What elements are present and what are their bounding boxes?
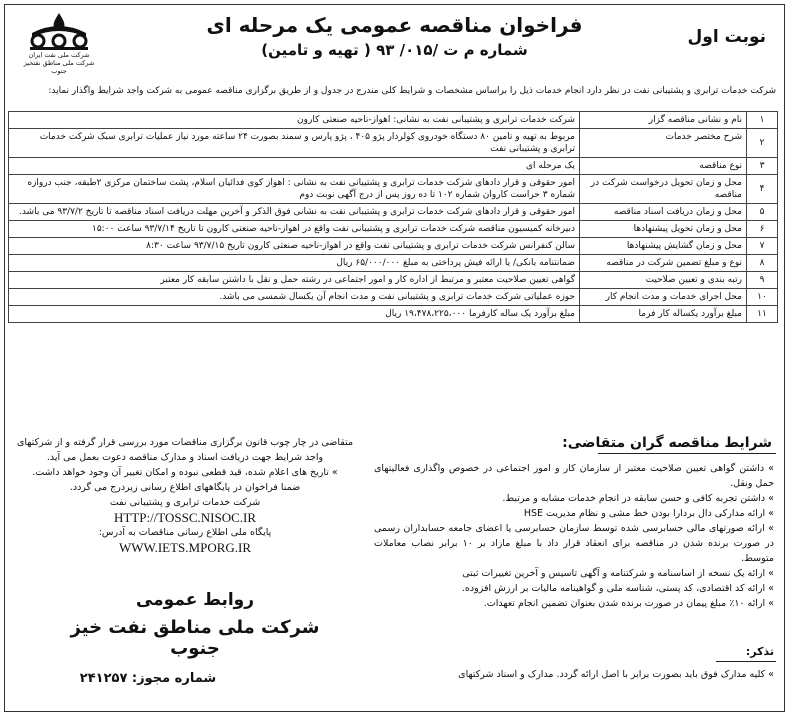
table-row [9, 158, 778, 175]
left-paragraph-5: پایگاه ملی اطلاع رسانی مناقصات به آدرس: [98, 527, 272, 538]
condition-item: » ارائه مدارکی دال بردارا بودن خط مشی و نظام مدیریت HSE [523, 508, 774, 519]
row-label: مبلغ برآورد یکساله کار فرما [580, 306, 747, 323]
intro-text: شرکت خدمات ترابری و پشتیبانی نفت در نظر دارد انجام خدمات ذیل را براساس مشخصات و شرایط کلی مندرج در جدول و از طریق برگزاری مناقصه عمومی به شرکت واجد شرایط واگذار نماید: [48, 86, 776, 96]
row-label: محل و زمان تحویل درخواست شرکت در مناقصه [580, 175, 747, 204]
row-value: دبیرخانه کمیسیون مناقصه شرکت خدمات ترابری و پشتیبانی نفت واقع در اهواز-ناحیه صنعتی کارون تا تاریخ ۹۳/۷/۱۴ ساعت ۱۵:۰۰ [9, 221, 580, 238]
website-url-2[interactable]: WWW.IETS.MPORG.IR [118, 540, 252, 555]
condition-item: » ارائه صورتهای مالی حسابرسی شده توسط سازمان حسابرسی یا اعضای جامعه حسابداران رسمی در صورت برنده شدن در مناقصه برای انعقاد قرار داد با مبلغ مازاد بر ۱۰ برابر نصاب معاملات متوسط. [374, 523, 774, 564]
public-relations-label: روابط عمومی [135, 590, 255, 610]
table-row [9, 129, 778, 158]
row-value: یک مرحله ای [9, 158, 580, 175]
left-paragraph-4: شرکت خدمات ترابری و پشتیبانی نفت [109, 497, 261, 508]
announcement [4, 4, 785, 712]
left-column [15, 435, 355, 555]
row-number: ۶ [747, 221, 778, 238]
row-value: مبلغ برآورد یک ساله کارفرما ۱۹،۴۷۸،۲۲۵،۰۰۰ ریال [9, 306, 580, 323]
row-value: امور حقوقی و قرار دادهای شرکت خدمات ترابری و پشتیبانی نفت به نشانی فوق الذکر و آخرین مهلت دریافت اسناد مناقصه تا تاریخ ۹۳/۷/۲ می باشد. [9, 204, 580, 221]
table-row [9, 112, 778, 129]
row-number: ۳ [747, 158, 778, 175]
table-row [9, 238, 778, 255]
left-paragraph-1: متقاضی در چار چوب قانون برگزاری مناقصات مورد بررسی قرار گرفته و از شرکتهای واجد شرایط جهت دریافت اسناد و مدارک مناقصه دعوت بعمل می آید. [16, 437, 354, 463]
row-label: نوع و مبلغ تضمین شرکت در مناقصه [580, 255, 747, 272]
row-number: ۱ [747, 112, 778, 129]
conditions-underline [598, 453, 776, 454]
table-row [9, 306, 778, 323]
table-row [9, 221, 778, 238]
row-number: ۹ [747, 272, 778, 289]
conditions-list [374, 461, 774, 611]
table-row [9, 204, 778, 221]
page-title: فراخوان مناقصه عمومی یک مرحله ای [206, 13, 583, 37]
table-row [9, 175, 778, 204]
row-value: سالن کنفرانس شرکت خدمات ترابری و پشتیبانی نفت واقع در اهواز-ناحیه صنعتی کارون تاریخ ۹۳/۷/۱۵ ساعت ۸:۳۰ [9, 238, 580, 255]
table-row [9, 289, 778, 306]
condition-item: » داشتن تجربه کافی و حسن سابقه در انجام خدمات مشابه و مرتبط. [502, 493, 774, 504]
row-value: ضمانتنامه بانکی/ یا ارائه فیش پرداختی به مبلغ ۶۵/۰۰۰/۰۰۰ ریال [9, 255, 580, 272]
tender-number: شماره م ت /۰۱۵/ ۹۳ ( تهیه و تامین) [261, 41, 528, 59]
table-row [9, 255, 778, 272]
row-label: محل و زمان تحویل پیشنهادها [580, 221, 747, 238]
row-value: امور حقوقی و قرار دادهای شرکت خدمات ترابری و پشتیبانی نفت به نشانی : اهواز کوی فدائیان اسلام، پشت ساختمان مرکزی ۲طبقه، جنب دروازه شماره ۳ حراست کاروان شماره ۱۰۲ تا ده روز پس از درج آگهی نوبت دوم [9, 175, 580, 204]
table-row [9, 272, 778, 289]
company-name: شرکت ملی مناطق نفت خیز جنوب [70, 617, 320, 659]
condition-item: » ارائه یک نسخه از اساسنامه و شرکتنامه و آگهی تاسیس و آخرین تغییرات ثبتی [462, 568, 774, 579]
row-label: محل و زمان دریافت اسناد مناقصه [580, 204, 747, 221]
row-number: ۷ [747, 238, 778, 255]
row-number: ۸ [747, 255, 778, 272]
row-number: ۴ [747, 175, 778, 204]
license-number: شماره مجوز: ۲۴۱۲۵۷ [79, 671, 217, 686]
row-label: شرح مختصر خدمات [580, 129, 747, 158]
row-label: محل و زمان گشایش پیشنهادها [580, 238, 747, 255]
condition-item: » ارائه ۱۰٪ مبلغ پیمان در صورت برنده شدن بعنوان تضمین انجام تعهدات. [483, 598, 774, 609]
row-number: ۱۰ [747, 289, 778, 306]
row-label: رتبه بندی و تعیین صلاحیت [580, 272, 747, 289]
left-paragraph-2: » تاریخ های اعلام شده، قید قطعی نبوده و امکان تغییر آن وجود خواهد داشت. [32, 467, 338, 478]
row-label: محل اجرای خدمات و مدت انجام کار [580, 289, 747, 306]
row-number: ۲ [747, 129, 778, 158]
logo-caption-1: شرکت ملی نفت ایران [28, 51, 90, 59]
row-value: حوزه عملیاتی شرکت خدمات ترابری و پشتیبانی نفت و مدت انجام آن یکسال شمسی می باشد. [9, 289, 580, 306]
row-value: شرکت خدمات ترابری و پشتیبانی نفت به نشانی: اهواز-ناحیه صنعتی کارون [9, 112, 580, 129]
row-number: ۱۱ [747, 306, 778, 323]
notes-underline [716, 661, 776, 662]
website-url-1[interactable]: HTTP://TOSSC.NISOC.IR [113, 510, 257, 525]
note-item: » کلیه مدارک فوق باید بصورت برابر با اصل ارائه گردد. مدارک و اسناد شرکتهای [458, 669, 774, 680]
left-paragraph-3: ضمنا فراخوان در پایگاههای اطلاع رسانی زیردرج می گردد. [69, 482, 301, 493]
logo-caption-2: شرکت ملی مناطق نفتخیز جنوب [23, 59, 95, 75]
notes-title: تذکر: [745, 645, 774, 658]
conditions-title: شرایط مناقصه گران متقاضی: [562, 435, 772, 451]
row-label: نوع مناقصه [580, 158, 747, 175]
condition-item: » ارائه کد اقتصادی، کد پستی، شناسه ملی و گواهینامه مالیات بر ارزش افزوده. [461, 583, 774, 594]
condition-item: » داشتن گواهی تعیین صلاحیت معتبر از سازمان کار و امور اجتماعی در خصوص واگذاری فعالیتهای حمل ونقل. [374, 463, 774, 489]
tender-table [8, 111, 778, 323]
row-label: نام و نشانی مناقصه گزار [580, 112, 747, 129]
row-value: مربوط به تهیه و تامین ۸۰ دستگاه خودروی کولردار پژو ۴۰۵ ، پژو پارس و سمند بصورت ۲۴ ساعته مورد نیاز عملیات ترابری سبک شرکت خدمات ترابری و پشتیبانی نفت [9, 129, 580, 158]
row-number: ۵ [747, 204, 778, 221]
row-value: گواهی تعیین صلاحیت معتبر و مرتبط از اداره کار و امور اجتماعی در رشته حمل و نقل با داشتن سابقه کار معتبر [9, 272, 580, 289]
turn-label: نوبت اول [687, 27, 766, 47]
